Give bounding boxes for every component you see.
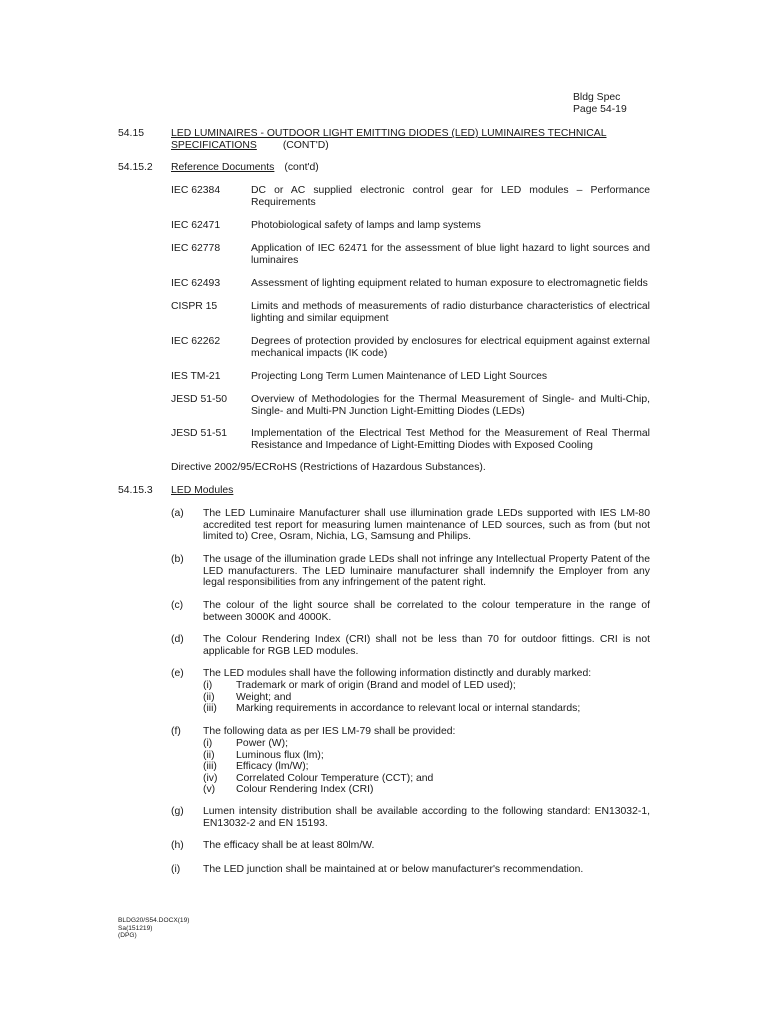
sub-item-text: Correlated Colour Temperature (CCT); and xyxy=(236,772,434,784)
item-label: (g) xyxy=(171,806,184,817)
ref-code: JESD 51-50 xyxy=(171,394,228,405)
document-footer xyxy=(118,917,189,940)
sub-list-item xyxy=(203,761,650,773)
item-text: The LED junction shall be maintained at or below manufacturer's recommendation. xyxy=(203,864,584,875)
item-label: (a) xyxy=(171,508,184,519)
directive-text: Directive 2002/95/ECRoHS (Restrictions of Hazardous Substances). xyxy=(171,462,486,473)
ref-desc: Overview of Methodologies for the Thermal Measurement of Single- and Multi-Chip, Single- and Multi-PN Junction Light-Emitting Diodes (LEDs) xyxy=(251,394,650,417)
ref-code: IEC 62471 xyxy=(171,220,221,231)
sub-item-number: (v) xyxy=(203,784,216,796)
led-modules-heading: LED Modules xyxy=(171,485,234,496)
sub-list-item xyxy=(203,784,650,796)
sub-list-item xyxy=(203,703,650,715)
ref-code: IEC 62262 xyxy=(171,336,221,347)
subsection-heading-ref xyxy=(171,162,471,174)
sub-list-item xyxy=(203,738,650,750)
item-text: The LED modules shall have the following information distinctly and durably marked: xyxy=(203,668,592,679)
sub-item-number: (i) xyxy=(203,738,213,749)
item-label: (d) xyxy=(171,634,184,645)
ref-code: CISPR 15 xyxy=(171,301,218,312)
ref-code: IES TM-21 xyxy=(171,371,221,382)
page-number: Page 54-19 xyxy=(573,103,627,115)
page-header xyxy=(573,92,627,115)
ref-desc: Implementation of the Electrical Test Method for the Measurement of Real Thermal Resistance and Impedance of Light-Emitting Diodes with Exposed Cooling xyxy=(251,428,650,451)
item-label: (c) xyxy=(171,600,184,611)
sub-item-text: Weight; and xyxy=(236,691,292,703)
sub-item-number: (i) xyxy=(203,680,213,691)
ref-desc: Photobiological safety of lamps and lamp systems xyxy=(251,220,481,231)
item-text: The usage of the illumination grade LEDs shall not infringe any Intellectual Property Patent of the LED manufacturers. The LED luminaire manufacturer shall indemnify the Employer from any legal responsibilities from any infringement of the patent right. xyxy=(203,554,650,589)
ref-desc: Assessment of lighting equipment related to human exposure to electromagnetic fields xyxy=(251,278,648,289)
ref-code: IEC 62493 xyxy=(171,278,221,289)
section-title-line1: LED LUMINAIRES - OUTDOOR LIGHT EMITTING DIODES (LED) LUMINAIRES TECHNICAL xyxy=(171,128,607,139)
footer-filename: BLDG20/S54.DOCX(19) xyxy=(118,917,190,924)
sub-item-text: Marking requirements in accordance to relevant local or internal standards; xyxy=(236,703,581,715)
item-text: The efficacy shall be at least 80lm/W. xyxy=(203,840,375,851)
item-label: (b) xyxy=(171,554,184,565)
sub-item-number: (iii) xyxy=(203,703,217,715)
sub-list-item xyxy=(203,750,650,762)
section-title-contd: (CONT'D) xyxy=(282,139,329,151)
subsection-number-ref: 54.15.2 xyxy=(118,162,153,173)
item-text: The colour of the light source shall be correlated to the colour temperature in the range of between 3000K and 4000K. xyxy=(203,600,650,623)
sub-item-number: (ii) xyxy=(203,691,215,703)
ref-desc: Projecting Long Term Lumen Maintenance of LED Light Sources xyxy=(251,371,548,382)
section-title-line2: SPECIFICATIONS xyxy=(171,139,257,151)
sub-list xyxy=(203,738,650,796)
sub-list xyxy=(203,680,650,715)
ref-docs-heading: Reference Documents xyxy=(171,162,275,173)
sub-item-text: Trademark or mark of origin (Brand and model of LED used); xyxy=(236,680,516,691)
section-title xyxy=(171,128,651,151)
item-label: (e) xyxy=(171,668,184,679)
sub-item-text: Luminous flux (lm); xyxy=(236,749,324,761)
sub-item-text: Power (W); xyxy=(236,738,288,749)
section-number: 54.15 xyxy=(118,128,145,139)
item-label: (i) xyxy=(171,864,181,875)
item-text: Lumen intensity distribution shall be available according to the following standard: EN13032-1, EN13032-2 and EN 15193. xyxy=(203,806,650,829)
sub-list-item xyxy=(203,692,650,704)
item-text: The LED Luminaire Manufacturer shall use illumination grade LEDs supported with IES LM-80 accredited test report for measuring lumen maintenance of LED sources, such as from (but not limited to) Cree, Osram, Nichia, LG, Samsung and Philips. xyxy=(203,508,650,543)
ref-desc: Application of IEC 62471 for the assessment of blue light hazard to light sources and luminaires xyxy=(251,243,650,266)
ref-desc: Limits and methods of measurements of radio disturbance characteristics of electrical lighting and similar equipment xyxy=(251,301,650,324)
item-label: (h) xyxy=(171,840,184,851)
subsection-number-led: 54.15.3 xyxy=(118,485,153,496)
item-text: The following data as per IES LM-79 shall be provided: xyxy=(203,726,456,737)
ref-code: IEC 62778 xyxy=(171,243,221,254)
sub-list-item xyxy=(203,680,650,692)
item-label: (f) xyxy=(171,726,181,737)
ref-docs-contd: (cont'd) xyxy=(284,162,319,173)
sub-item-number: (iii) xyxy=(203,761,217,773)
footer-revision: Sa(151219) xyxy=(118,924,153,932)
spec-name: Bldg Spec xyxy=(573,92,621,103)
sub-item-text: Colour Rendering Index (CRI) xyxy=(236,784,374,796)
ref-code: JESD 51-51 xyxy=(171,428,228,439)
sub-item-number: (ii) xyxy=(203,749,215,761)
sub-item-number: (iv) xyxy=(203,772,218,784)
item-text: The Colour Rendering Index (CRI) shall not be less than 70 for outdoor fittings. CRI is not applicable for RGB LED modules. xyxy=(203,634,650,657)
sub-item-text: Efficacy (lm/W); xyxy=(236,761,309,773)
ref-desc: Degrees of protection provided by enclosures for electrical equipment against external mechanical impacts (IK code) xyxy=(251,336,650,359)
footer-dept: (DPG) xyxy=(118,932,137,940)
subsection-heading-led xyxy=(171,485,233,497)
ref-code: IEC 62384 xyxy=(171,185,221,196)
sub-list-item xyxy=(203,773,650,785)
ref-desc: DC or AC supplied electronic control gear for LED modules – Performance Requirements xyxy=(251,185,650,208)
